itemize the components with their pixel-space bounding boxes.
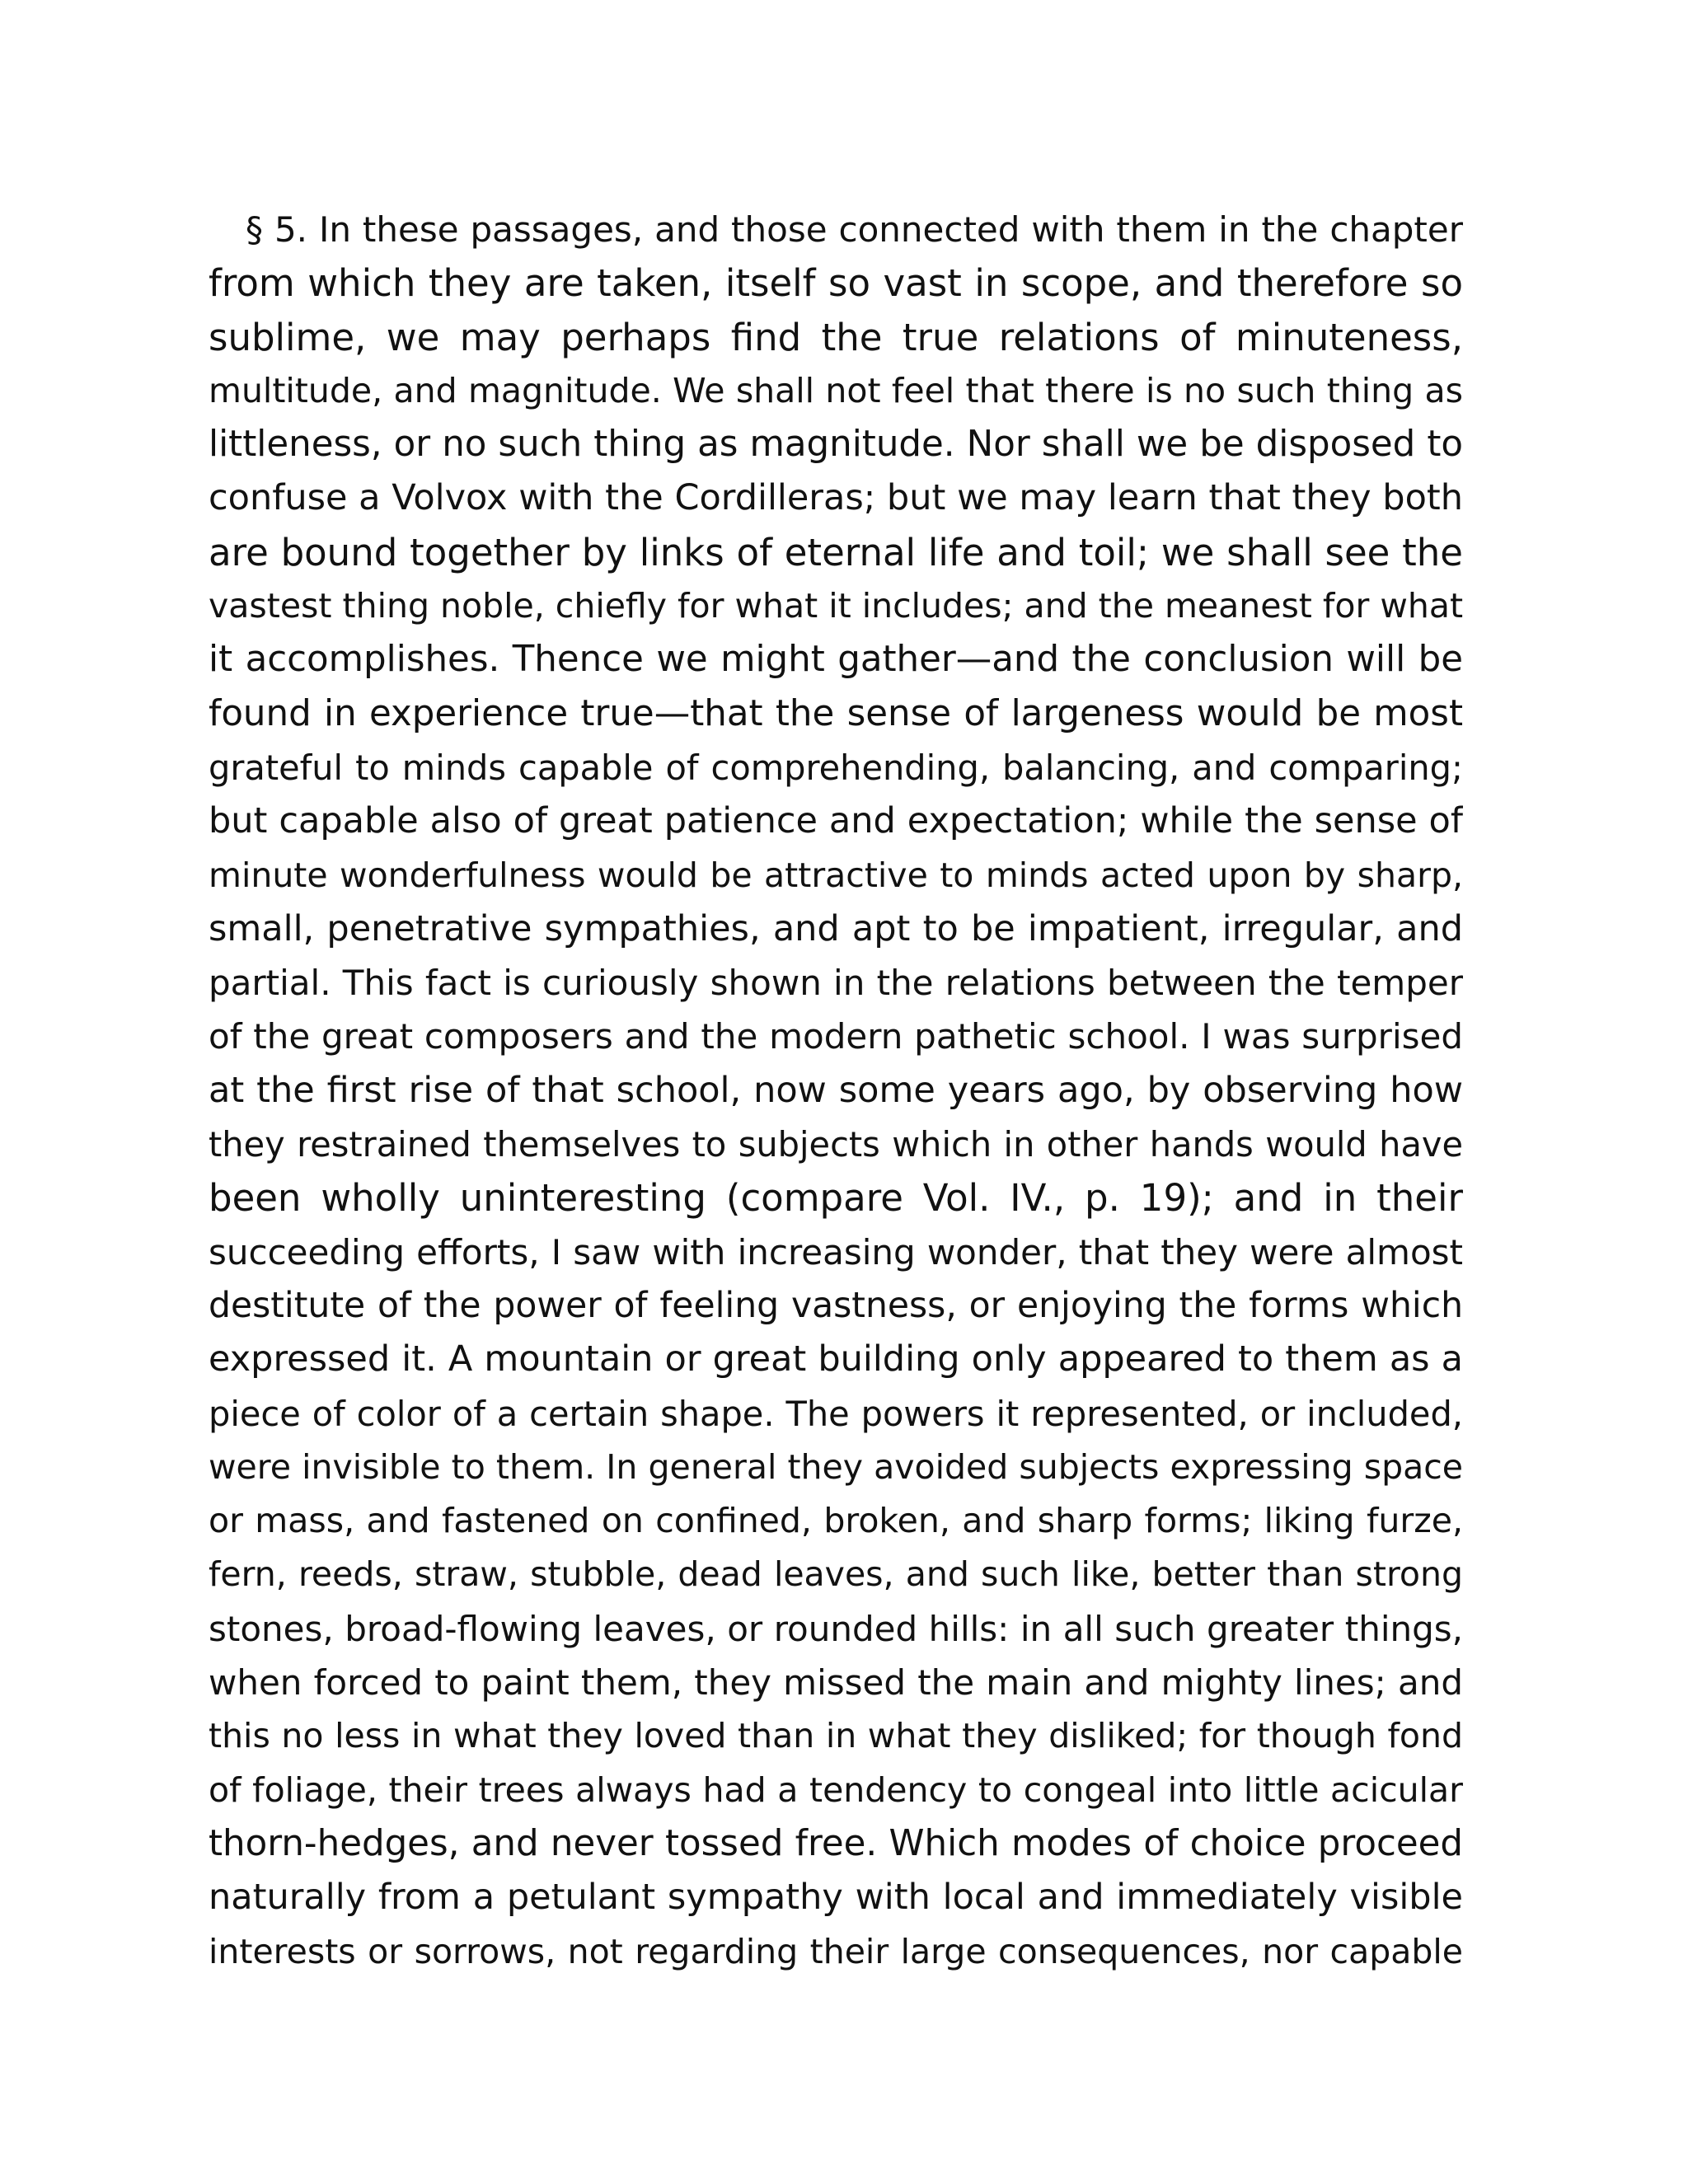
text-line: been wholly uninteresting (compare Vol. IV., p. 19); and in their bbox=[209, 1176, 1463, 1221]
text-line: from which they are taken, itself so vast in scope, and therefore so bbox=[209, 261, 1463, 306]
document-page bbox=[209, 203, 1463, 2098]
text-line: found in experience true—that the sense of largeness would be most bbox=[209, 692, 1463, 734]
text-line: confuse a Volvox with the Cordilleras; but we may learn that they both bbox=[209, 477, 1463, 519]
text-line: naturally from a petulant sympathy with local and immediately visible bbox=[209, 1877, 1463, 1919]
text-line: minute wonderfulness would be attractive to minds acted upon by sharp, bbox=[209, 855, 1463, 895]
text-line: are bound together by links of eternal life and toil; we shall see the bbox=[209, 530, 1463, 574]
text-line: of foliage, their trees always had a tendency to congeal into little acicular bbox=[209, 1769, 1463, 1810]
text-line: littleness, or no such thing as magnitude. Nor shall we be disposed to bbox=[209, 424, 1463, 466]
text-line: destitute of the power of feeling vastness, or enjoying the forms which bbox=[209, 1285, 1463, 1326]
text-line: interests or sorrows, not regarding their large consequences, nor capable bbox=[209, 1931, 1463, 1971]
text-line: § 5. In these passages, and those connected with them in the chapter bbox=[246, 209, 1463, 250]
text-line: it accomplishes. Thence we might gather—and the conclusion will be bbox=[209, 639, 1463, 681]
text-line: were invisible to them. In general they avoided subjects expressing space bbox=[209, 1446, 1463, 1487]
text-line: sublime, we may perhaps find the true relations of minuteness, bbox=[209, 315, 1463, 359]
text-line: small, penetrative sympathies, and apt to be impatient, irregular, and bbox=[209, 907, 1463, 949]
text-line: succeeding efforts, I saw with increasing wonder, that they were almost bbox=[209, 1231, 1463, 1272]
text-line: expressed it. A mountain or great building only appeared to them as a bbox=[209, 1338, 1463, 1380]
text-line: vastest thing noble, chiefly for what it includes; and the meanest for what bbox=[209, 586, 1463, 626]
text-line: this no less in what they loved than in what they disliked; for though fond bbox=[209, 1716, 1463, 1756]
text-line: or mass, and fastened on confined, broken, and sharp forms; liking furze, bbox=[209, 1501, 1463, 1541]
text-line: they restrained themselves to subjects which in other hands would have bbox=[209, 1124, 1463, 1165]
text-line: when forced to paint them, they missed the main and mighty lines; and bbox=[209, 1662, 1463, 1704]
text-line: thorn-hedges, and never tossed free. Which modes of choice proceed bbox=[209, 1822, 1463, 1864]
text-line: of the great composers and the modern pathetic school. I was surprised bbox=[209, 1016, 1463, 1057]
text-line: stones, broad-flowing leaves, or rounded hills: in all such greater things, bbox=[209, 1608, 1463, 1649]
text-line: grateful to minds capable of comprehending, balancing, and comparing; bbox=[209, 747, 1463, 788]
text-line: but capable also of great patience and expectation; while the sense of bbox=[209, 800, 1463, 842]
text-line: partial. This fact is curiously shown in the relations between the temper bbox=[209, 963, 1463, 1004]
text-line: multitude, and magnitude. We shall not feel that there is no such thing as bbox=[209, 370, 1463, 410]
text-line: fern, reeds, straw, stubble, dead leaves, and such like, better than strong bbox=[209, 1554, 1463, 1595]
text-line: at the first rise of that school, now some years ago, by observing how bbox=[209, 1069, 1463, 1111]
text-line: piece of color of a certain shape. The powers it represented, or included, bbox=[209, 1393, 1463, 1434]
